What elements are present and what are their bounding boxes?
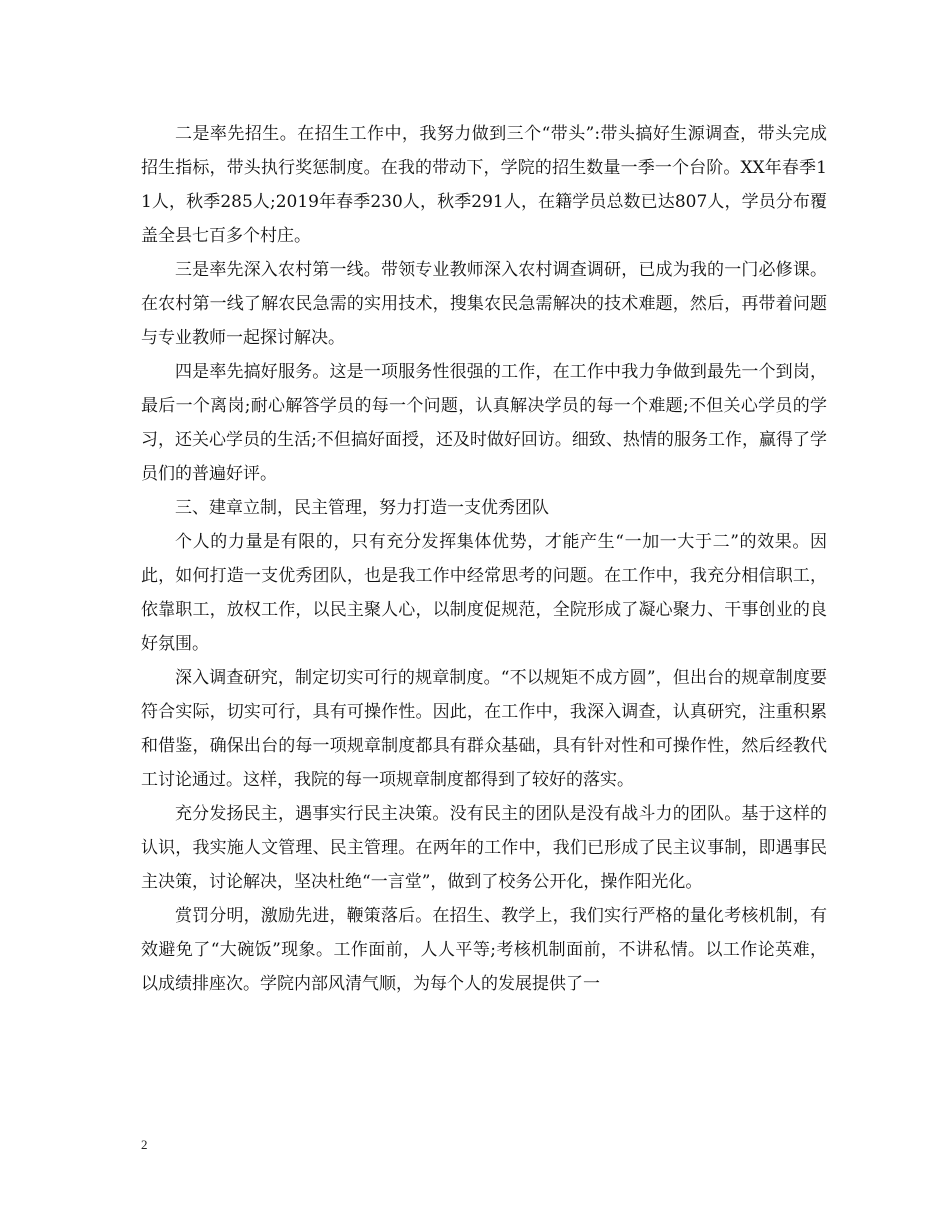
paragraph-democracy: 充分发扬民主，遇事实行民主决策。没有民主的团队是没有战斗力的团队。基于这样的认识，我实施人文管理、民主管理。在两年的工作中，我们已形成了民主议事制，即遇事民主决策，讨论解决，坚决杜绝“一言堂”，做到了校务公开化，操作阳光化。: [141, 804, 827, 892]
paragraph-rural-frontline: 三是率先深入农村第一线。带领专业教师深入农村调查调研，已成为我的一门必修课。在农村第一线了解农民急需的实用技术，搜集农民急需解决的技术难题，然后，再带着问题与专业教师一起探讨解决。: [141, 260, 827, 348]
paragraph-service: 四是率先搞好服务。这是一项服务性很强的工作，在工作中我力争做到最先一个到岗，最后一个离岗;耐心解答学员的每一个问题，认真解决学员的每一个难题;不但关心学员的学习，还关心学员的生活;不但搞好面授，还及时做好回访。细致、热情的服务工作，赢得了学员们的普遍好评。: [141, 362, 827, 484]
paragraph-collective-strength: 个人的力量是有限的，只有充分发挥集体优势，才能产生“一加一大于二”的效果。因此，如何打造一支优秀团队，也是我工作中经常思考的问题。在工作中，我充分相信职工，依靠职工，放权工作，以民主聚人心，以制度促规范，全院形成了凝心聚力、干事创业的良好氛围。: [141, 532, 827, 654]
paragraph-rewards: 赏罚分明，激励先进，鞭策落后。在招生、教学上，我们实行严格的量化考核机制，有效避免了“大碗饭”现象。工作面前，人人平等;考核机制面前，不讲私情。以工作论英难，以成绩排座次。学院内部风清气顺，为每个人的发展提供了一: [141, 906, 827, 994]
page-number: 2: [141, 1137, 148, 1152]
paragraph-regulations: 深入调查研究，制定切实可行的规章制度。“不以规矩不成方圆”，但出台的规章制度要符合实际，切实可行，具有可操作性。因此，在工作中，我深入调查，认真研究，注重积累和借鉴，确保出台的每一项规章制度都具有群众基础，具有针对性和可操作性，然后经教代工讨论通过。这样，我院的每一项规章制度都得到了较好的落实。: [141, 668, 827, 790]
section-heading-team: 三、建章立制，民主管理，努力打造一支优秀团队: [175, 498, 549, 518]
document-body: [141, 117, 827, 1001]
paragraph-recruitment: 二是率先招生。在招生工作中，我努力做到三个“带头”:带头搞好生源调查，带头完成招生指标，带头执行奖惩制度。在我的带动下，学院的招生数量一季一个台阶。XX年春季11人，秋季285人;2019年春季230人，秋季291人，在籍学员总数已达807人，学员分布覆盖全县七百多个村庄。: [141, 124, 827, 246]
